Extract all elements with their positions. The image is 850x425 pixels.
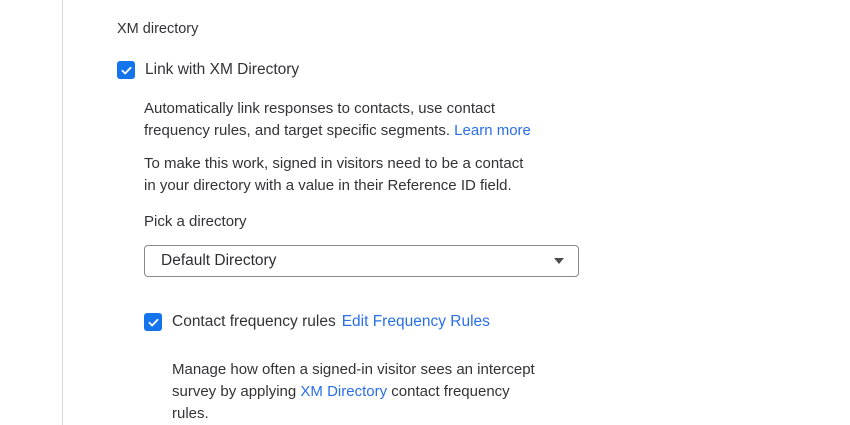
checkmark-icon [147, 316, 160, 329]
contact-frequency-rules-label[interactable]: Contact frequency rules [172, 313, 336, 330]
link-xm-directory-row [117, 61, 617, 79]
intro-line1: Automatically link responses to contacts, use contact [144, 100, 496, 117]
requirement-line2: in your directory with a value in their Reference ID field. [144, 177, 512, 194]
frequency-note-line2-before: survey by applying [172, 383, 297, 400]
directory-select-value: Default Directory [161, 252, 277, 269]
directory-picker-label: Pick a directory [144, 213, 247, 230]
edit-frequency-rules-link[interactable]: Edit Frequency Rules [341, 313, 490, 330]
requirement-line1: To make this work, signed in visitors need to be a contact [144, 155, 524, 172]
section-title: XM directory [117, 21, 199, 37]
frequency-note-line2-after: contact frequency [391, 383, 510, 400]
intro-paragraph [144, 98, 617, 142]
learn-more-link[interactable]: Learn more [454, 122, 531, 139]
requirement-paragraph [144, 153, 617, 197]
intro-line2: frequency rules, and target specific segments. [144, 122, 450, 139]
xm-directory-section [117, 0, 617, 425]
link-xm-directory-checkbox[interactable] [117, 61, 135, 79]
directory-select[interactable] [144, 245, 579, 277]
frequency-note-paragraph [172, 359, 617, 425]
link-xm-directory-label[interactable]: Link with XM Directory [145, 61, 300, 78]
contact-frequency-rules-checkbox[interactable] [144, 313, 162, 331]
xm-directory-link[interactable]: XM Directory [300, 383, 388, 400]
checkmark-icon [120, 64, 133, 77]
frequency-note-line1: Manage how often a signed-in visitor sees an intercept [172, 361, 535, 378]
panel-divider [62, 0, 63, 425]
caret-down-icon [554, 258, 564, 264]
contact-frequency-rules-label-group [172, 313, 490, 331]
contact-frequency-rules-row [144, 313, 617, 331]
frequency-note-line3: rules. [172, 405, 209, 422]
